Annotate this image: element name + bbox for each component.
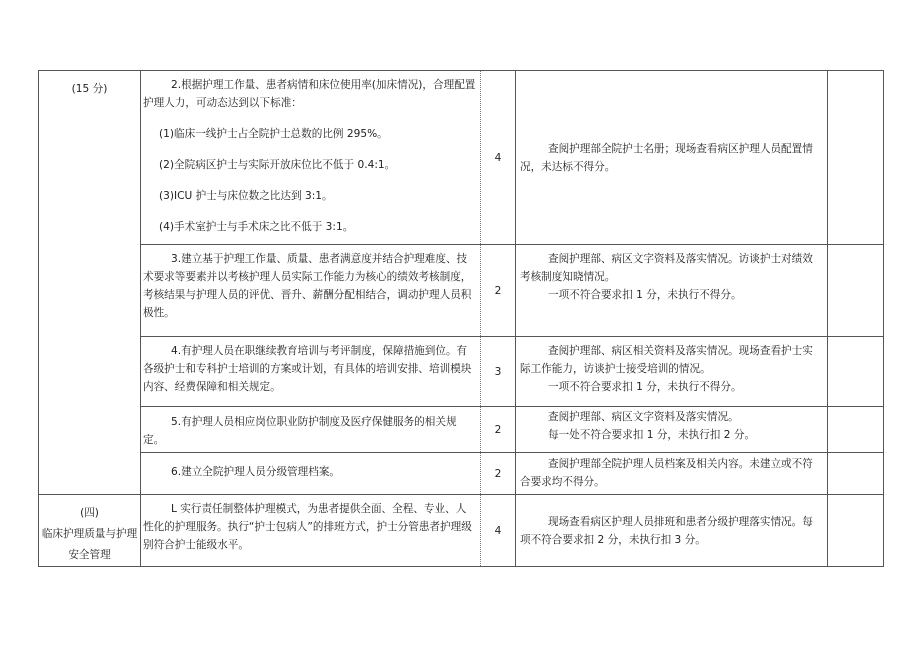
criteria-cell bbox=[141, 245, 481, 337]
criteria-cell bbox=[141, 495, 481, 567]
remarks-cell bbox=[828, 71, 884, 245]
table-row bbox=[39, 245, 884, 337]
section-label: (四) bbox=[80, 507, 99, 519]
method-cell bbox=[516, 245, 828, 337]
method-text: 查阅护理部全院护理人员档案及相关内容。未建立或不符合要求均不得分。 bbox=[520, 458, 813, 488]
criteria-item: (4)手术室护士与手术床之比不低于 3:1。 bbox=[159, 221, 354, 233]
criteria-text: 3.建立基于护理工作量、质量、患者满意度并结合护理难度、技术要求等要素并以考核护理人员实际工作能力为核心的绩效考核制度，考核结果与护理人员的评优、晋升、薪酬分配相结合，调动护理人员积极性。 bbox=[143, 253, 472, 319]
remarks-cell bbox=[828, 337, 884, 407]
method-cell bbox=[516, 71, 828, 245]
remarks-cell bbox=[828, 453, 884, 495]
score-value: 2 bbox=[494, 423, 502, 436]
score-value: 2 bbox=[494, 467, 502, 480]
criteria-cell bbox=[141, 407, 481, 453]
score-cell bbox=[481, 453, 516, 495]
section-label: 安全管理 bbox=[68, 549, 111, 561]
method-text: 查阅护理部全院护士名册；现场查看病区护理人员配置情况，未达标不得分。 bbox=[520, 142, 813, 173]
score-cell bbox=[481, 495, 516, 567]
criteria-text: 4.有护理人员在职继续教育培训与考评制度，保障措施到位。有各级护士和专科护士培训的方案或计划，有具体的培训安排、培训模块内容、经费保障和相关规定。 bbox=[143, 345, 472, 393]
criteria-text: 6.建立全院护理人员分级管理档案。 bbox=[171, 466, 341, 478]
method-text: 现场查看病区护理人员排班和患者分级护理落实情况。每项不符合要求扣 2 分，未执行扣 3 分。 bbox=[520, 515, 813, 546]
remarks-cell bbox=[828, 407, 884, 453]
assessment-table bbox=[38, 70, 884, 567]
criteria-text: 2.根据护理工作量、患者病情和床位使用率(加床情况)，合理配置护理人力，可动态达到以下标准： bbox=[143, 79, 476, 109]
method-cell bbox=[516, 407, 828, 453]
method-text: 查阅护理部、病区文字资料及落实情况。访谈护士对绩效考核制度知晓情况。 bbox=[520, 253, 813, 283]
method-text: 查阅护理部、病区相关资料及落实情况。现场查看护士实际工作能力，访谈护士接受培训的情况。 bbox=[520, 345, 813, 375]
score-cell bbox=[481, 337, 516, 407]
criteria-item: (2)全院病区护士与实际开放床位比不低于 0.4:1。 bbox=[159, 159, 396, 171]
score-cell bbox=[481, 245, 516, 337]
criteria-item: (1)临床一线护士占全院护士总数的比例 295%。 bbox=[159, 128, 388, 140]
method-cell bbox=[516, 453, 828, 495]
table-row bbox=[39, 71, 884, 245]
method-cell bbox=[516, 337, 828, 407]
criteria-cell bbox=[141, 337, 481, 407]
remarks-cell bbox=[828, 495, 884, 567]
score-cell bbox=[481, 71, 516, 245]
score-value: 4 bbox=[494, 524, 502, 537]
section-cell bbox=[39, 71, 141, 495]
section-cell bbox=[39, 495, 141, 567]
section-label: (15 分) bbox=[71, 83, 108, 95]
method-text: 一项不符合要求扣 1 分，未执行不得分。 bbox=[548, 381, 742, 393]
table-row bbox=[39, 337, 884, 407]
score-cell bbox=[481, 407, 516, 453]
method-text: 查阅护理部、病区文字资料及落实情况。 bbox=[548, 411, 739, 423]
remarks-cell bbox=[828, 245, 884, 337]
criteria-item: (3)ICU 护士与床位数之比达到 3:1。 bbox=[159, 190, 333, 202]
score-value: 2 bbox=[494, 284, 502, 297]
method-text: 每一处不符合要求扣 1 分，未执行扣 2 分。 bbox=[548, 429, 756, 441]
criteria-text: L 实行责任制整体护理模式，为患者提供全面、全程、专业、人性化的护理服务。执行“护士包病人”的排班方式，护士分管患者护理级别符合护士能级水平。 bbox=[143, 503, 472, 551]
assessment-document bbox=[38, 70, 883, 567]
score-value: 4 bbox=[494, 151, 502, 164]
criteria-text: 5.有护理人员相应岗位职业防护制度及医疗保健服务的相关规定。 bbox=[143, 416, 457, 446]
table-row bbox=[39, 453, 884, 495]
table-row bbox=[39, 495, 884, 567]
section-label: 临床护理质量与护理 bbox=[41, 528, 138, 540]
method-text: 一项不符合要求扣 1 分，未执行不得分。 bbox=[548, 289, 742, 301]
table-row bbox=[39, 407, 884, 453]
criteria-cell bbox=[141, 453, 481, 495]
criteria-cell bbox=[141, 71, 481, 245]
score-value: 3 bbox=[494, 365, 502, 378]
method-cell bbox=[516, 495, 828, 567]
